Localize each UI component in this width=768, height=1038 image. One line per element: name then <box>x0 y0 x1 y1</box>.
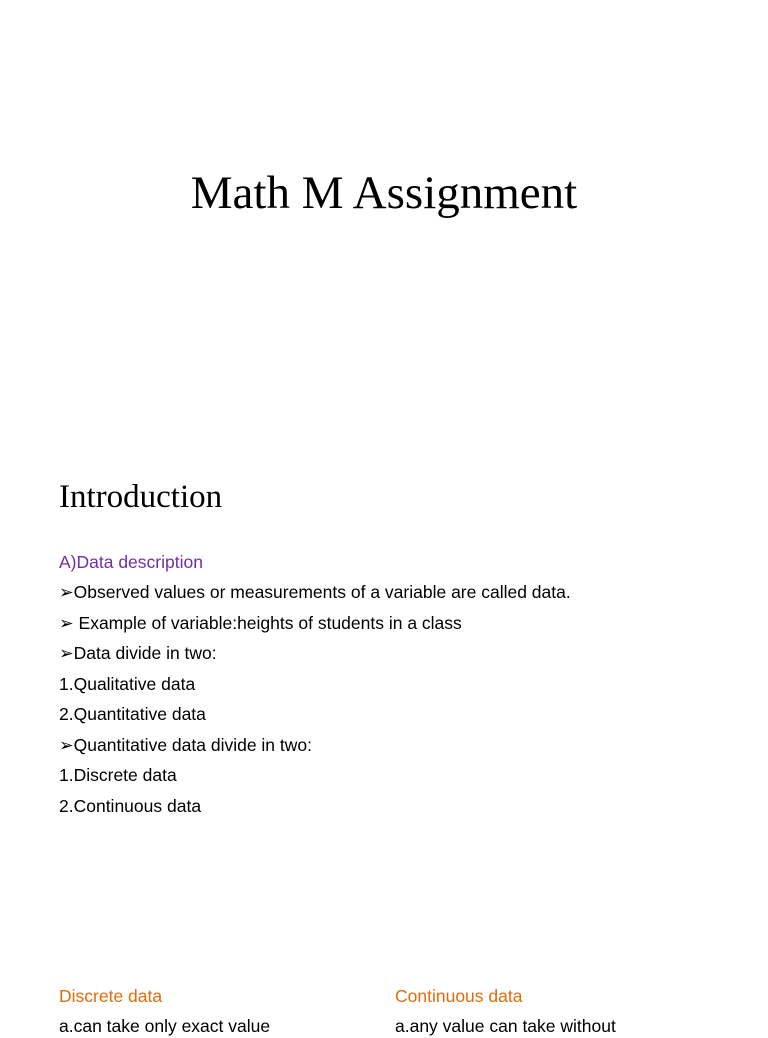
content-list <box>59 580 571 824</box>
list-item: 2.Continuous data <box>59 795 202 816</box>
list-item: 1.Qualitative data <box>59 673 196 694</box>
list-item: 2.Quantitative data <box>59 704 206 724</box>
page-title: Math M Assignment <box>190 167 578 219</box>
list-item: ➢ Example of variable:heights of students in a class <box>59 612 462 633</box>
continuous-data-heading: Continuous data <box>395 986 523 1006</box>
list-item: ➢Quantitative data divide in two: <box>59 734 312 755</box>
sub-heading: A)Data description <box>59 552 203 572</box>
discrete-data-text: a.can take only exact value <box>59 1016 271 1036</box>
list-item: 1.Discrete data <box>59 765 177 785</box>
continuous-data-text: a.any value can take without <box>395 1016 616 1036</box>
section-heading: Introduction <box>59 479 223 515</box>
list-item: ➢Data divide in two: <box>59 643 217 663</box>
list-item: ➢Observed values or measurements of a variable are called data. <box>59 582 571 602</box>
discrete-data-heading: Discrete data <box>59 986 163 1006</box>
